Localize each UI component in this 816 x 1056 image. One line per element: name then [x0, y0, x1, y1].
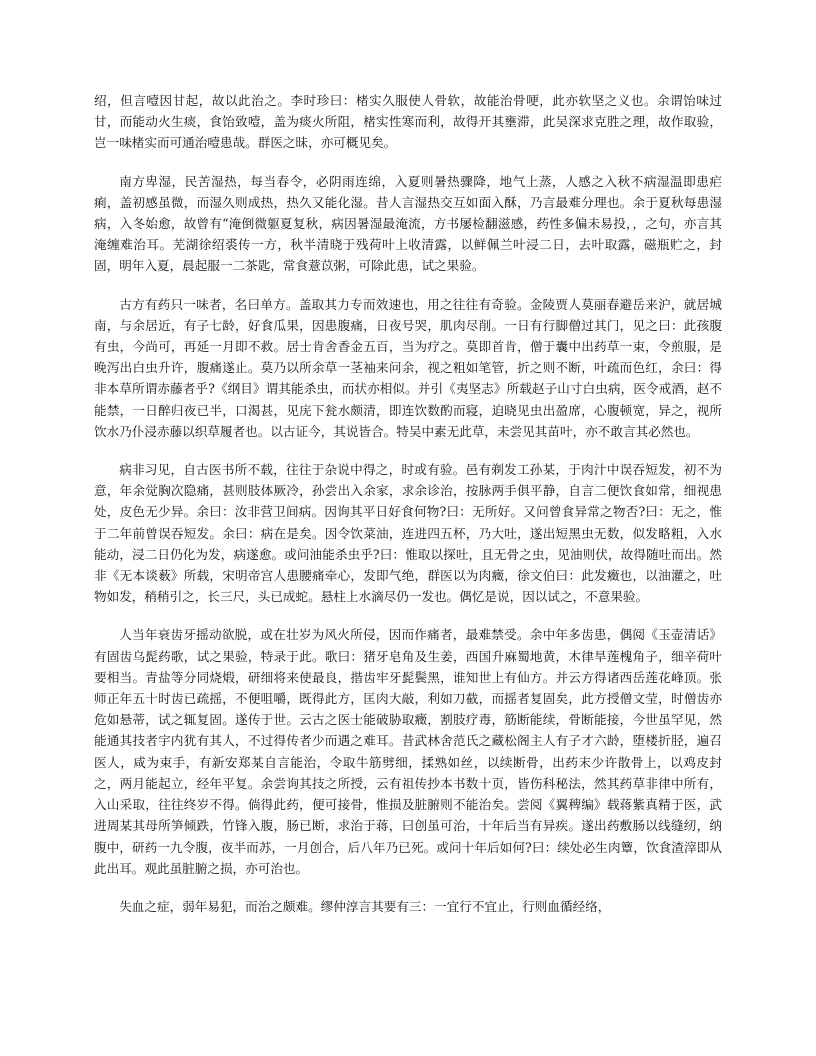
paragraph-3: 古方有药只一味者，名曰单方。盖取其力专而效速也，用之往往有奇验。金陵贾人莫丽春避岳来沪，就居城南，与余居近，有子七龄，好食瓜果，因患腹痛，日夜号哭，肌肉尽削。一日有行脚僧过其门，见之曰：此孩腹有虫，今尚可，再延一月即不救。居士肯舍香金五百，当为疗之。莫即首肯，僧于囊中出药草一束，令煎服，是晚泻出白虫升许，腹痛遂止。莫乃以所余草一茎袖来问余，视之粗如笔管，折之则不断，叶疏而色红，余曰：得非本草所谓赤藤者乎?《纲目》谓其能杀虫，而状亦相似。并引《夷坚志》所载赵子山寸白虫病，医令戒酒，赵不能禁，一日醉归夜已半，口渴甚，见庑下瓮水颇清，即连饮数酌而寝，迫晓见虫出盈席，心腹顿宽，异之，视所饮水乃仆浸赤藤以织草履者也。以古证今，其说皆合。特吴中素无此草，未尝见其苗叶，亦不敢言其必然也。: [94, 296, 722, 439]
document-page: [94, 90, 722, 934]
paragraph-2: 南方卑湿，民苦湿热，每当春令，必阴雨连绵，入夏则暑热骤降，地气上蒸，人感之入秋不病湿温即患疟痢，盖初感虽微，而湿久则成热，热久又能化湿。昔人言湿热交互如面入酥，乃言最难分理也。余于夏秋每患湿病，入冬始愈，故曾有“淹倒微躯夏复秋，病因暑湿最淹流，方书屡检翻滋感，药性多偏未易投，，之句，亦言其淹缠难治耳。芜湖徐绍裘传一方，秋半清晓于残荷叶上收清露，以鲜佩兰叶浸二日，去叶取露，磁瓶贮之，封固，明年入夏，晨起服一二茶匙，常食薏苡粥，可除此患，试之果验。: [94, 173, 722, 274]
paragraph-1: 绍，但言噎因甘起，故以此治之。李时珍曰：楮实久服使人骨软，故能治骨哽，此亦软坚之义也。余谓饴味过甘，而能动火生痰，食饴致噎，盖为痰火所阻，楮实性寒而利，故得开其壅滞，此吴深求克胜之理，故作取验，岂一味楮实而可通治噎患哉。群医之昧，亦可概见矣。: [94, 93, 722, 151]
paragraph-4: 病非习见，自古医书所不载，往往于杂说中得之，时或有验。邑有剃发工孙某，于肉汁中误吞短发，初不为意，年余觉胸次隐痛，甚则肢体厥冷，孙尝出入余家，求余诊治，按脉两手俱平静，自言二便饮食如常，细视患处，皮色无少异。余曰：汝非营卫间病。因询其平日好食何物?曰：无所好。又问曾食异常之物否?曰：无之，惟于二年前曾误吞短发。余曰：病在是矣。因令饮菜油，连进四五杯，乃大吐，遂出短黑虫无数，似发略粗，入水能动，浸二日仍化为发，病遂愈。或问油能杀虫乎?曰：惟取以探吐，且无骨之虫，见油则伏，故得随吐而出。然非《无本谈薮》所载，宋明帝宫人患腰痛牵心，发即气绝，群医以为肉癥，徐文伯曰：此发癥也，以油灌之，吐物如发，稍稍引之，长三尺，头已成蛇。悬柱上水滴尽仍一发也。偶忆是说，因以试之，不意果验。: [94, 462, 722, 605]
paragraph-6: 失血之症，弱年易犯，而治之颇难。缪仲淳言其要有三：一宜行不宜止，行则血循经络，: [119, 898, 611, 914]
paragraph-5: 人当年衰齿牙摇动欲脱，或在壮岁为风火所侵，因而作痛者，最难禁受。余中年多齿患，偶阅《玉壶清话》有固齿乌髭药歌，试之果验，特录于此。歌曰：猪牙皂角及生姜，西国升麻蜀地黄，木律旱莲槐角子，细辛荷叶要相当。青盐等分同烧煅，研细将来使最良，揩齿牢牙髭鬓黑，谁知世上有仙方。并云方得诸西岳莲花峰顶。张师正年五十时齿已疏摇，不便咀嚼，既得此方，匡肉大敲，利如刀截，而摇者复固矣，此方授僧文莹，时僧齿亦危如悬蒂，试之辄复固。遂传于世。云古之医士能破胁取癥，割肢疗毒，筋断能续，骨断能接，今世虽罕见，然能通其技者宇内犹有其人，不过得传者少而遇之难耳。昔武林舍范氏之藏松阁主人有子才六龄，堕楼折胫，遍召医人，咸为束手，有新安郑某自言能治，令取牛筋劈细，揉熟如丝，以续断骨，出药末少许散骨上，以鸡皮封之，两月能起立，经年平复。余尝询其技之所授，云有祖传抄本书数十页，皆伤科秘法，然其药草非律中所有，入山采取，往往终岁不得。倘得此药，便可接骨，惟损及脏腑则不能治矣。尝阅《翼稗编》载蒋紫真精于医，武进周某其母所笋倾跌，竹锋入腹，肠已断，求治于蒋，曰创虽可治，十年后当有异疾。遂出药敷肠以线缝纫，纳腹中，研药一九令腹，夜半而苏，一月创合，后八年乃已死。或问十年后如何?曰：续处必生肉簟，饮食渣滓即从此出耳。观此虽脏腑之损，亦可治也。: [94, 627, 722, 876]
